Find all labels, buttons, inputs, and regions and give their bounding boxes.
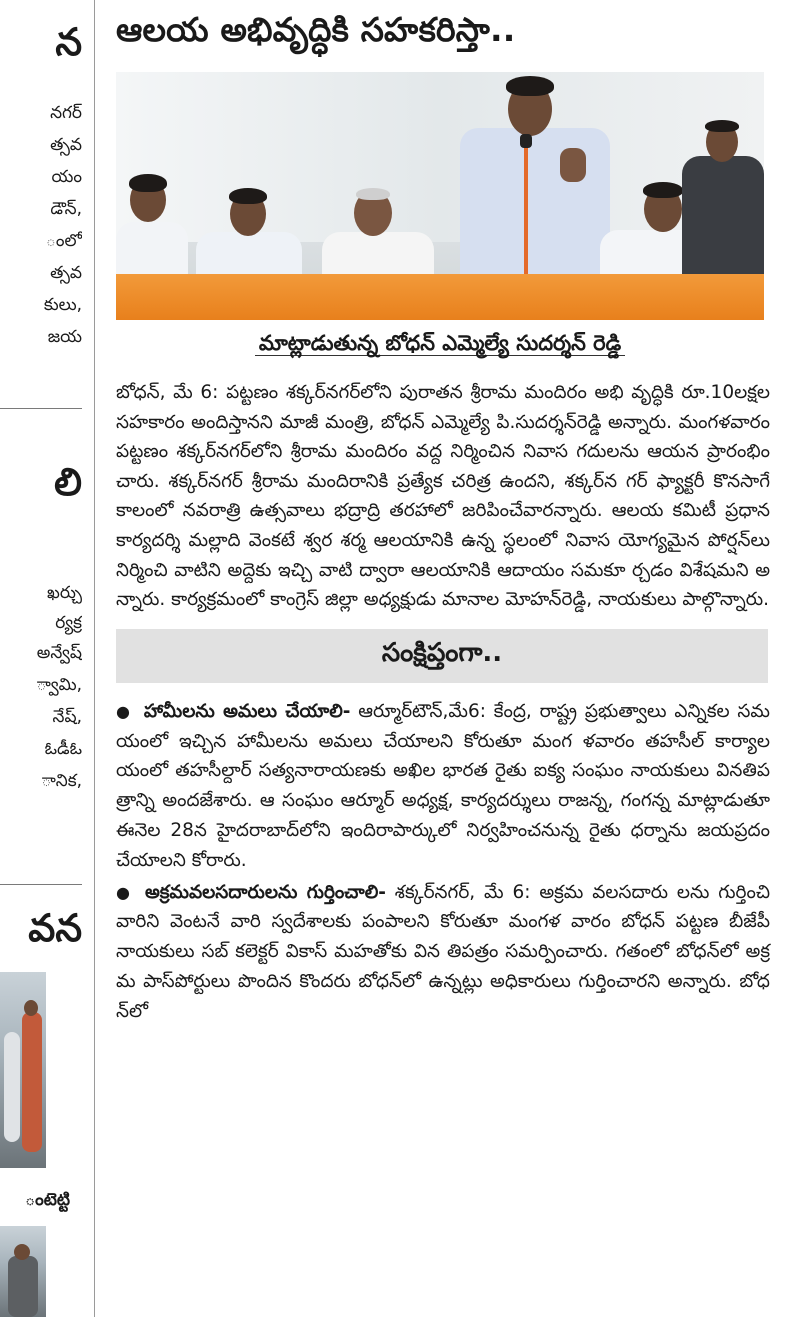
brief-text: శక్కర్‌నగర్, మే 6: అక్రమ వలసదారు లను గుర్తించి వారిని వెంటనే వారి స్వదేశాలకు పంపాలని కోరుతూ మంగళ వారం బోధన్ పట్టణ బీజేపీ నాయకులు సబ్ కలెక్టర్ వికాస్ మహతోకు విన తిపత్రం సమర్పించారు. గతంలో బోధన్‌లో అక్రమ పాస్‌పోర్టులు పొందిన కొందరు బోధన్‌లో ఉన్నట్లు అధికారులు గుర్తించారని అన్నారు. బోధన్‌లో	[116, 881, 770, 1022]
left-line: ్వామి,	[36, 675, 82, 695]
left-photo-2	[0, 1226, 46, 1317]
column-divider	[94, 0, 95, 1317]
left-line: ానిక,	[41, 771, 82, 791]
left-heading-bottom: వన	[28, 906, 82, 950]
left-line: ర్యక్ర	[55, 613, 82, 633]
left-line: జయ	[47, 327, 82, 347]
brief-text: ఆర్మూర్‌టౌన్,మే6: కేంద్ర, రాష్ట్ర ప్రభుత్వాలు ఎన్నికల సమయంలో ఇచ్చిన హామీలను అమలు చేయాలని కోరుతూ మంగ ళవారం తహసీల్ కార్యాలయంలో తహసీల్దార్ సత్యనారాయణకు అఖిల భారత రైతు ఐక్య సంఘం నాయకులు వినతిపత్రాన్ని అందజేశారు. ఆ సంఘం ఆర్మూర్ అధ్యక్ష, కార్యదర్శులు రాజన్న, గంగన్న మాట్లాడుతూ ఈనెల 28న హైదరాబాద్‌లోని ఇందిరాపార్కులో నిర్వహించనున్న రైతు ధర్నాను జయప్రదం చేయాలని కోరారు.	[116, 700, 770, 871]
article-body: బోధన్, మే 6: పట్టణం శక్కర్‌నగర్‌లోని పురాతన శ్రీరామ మందిరం అభి వృద్ధికి రూ.10లక్షల సహకారం అందిస్తానని మాజీ మంత్రి, బోధన్ ఎమ్మెల్యే పి.సుదర్శన్‌రెడ్డి అన్నారు. మంగళవారం పట్టణం శక్కర్‌నగర్‌లోని శ్రీరామ మందిరం వద్ద నిర్మించిన నివాస గదులను ఆయన ప్రారంభిం చారు. శక్కర్‌నగర్ శ్రీరామ మందిరానికి ప్రత్యేక చరిత్ర ఉందని, శక్కర్‌న గర్ ఫ్యాక్టరీ కొనసాగే కాలంలో నవరాత్రి ఉత్సవాలు భద్రాద్రి తరహాలో జరిపించేవారన్నారు. ఆలయ కమిటీ ప్రధాన కార్యదర్శి మల్లాది వెంకటే శ్వర శర్మ ఆలయానికి ఉన్న స్థలంలో నివాస యోగ్యమైన పోర్షన్‌లు నిర్మించి వాటిని అద్దెకు ఇచ్చి వాటి ద్వారా ఆలయానికి ఆదాయం సమకూ ర్చడం విశేషమని అన్నారు. కార్యక్రమంలో కాంగ్రెస్ జిల్లా అధ్యక్షుడు మానాల మోహన్‌రెడ్డి, నాయకులు పాల్గొన్నారు.	[116, 382, 770, 611]
left-line: త్సవ	[50, 135, 82, 155]
left-line: ంలో	[46, 231, 82, 251]
brief-item	[116, 878, 770, 1027]
left-heading-top: న	[55, 20, 82, 64]
brief-item	[116, 697, 770, 876]
article-photo	[116, 72, 764, 320]
left-line: నేష్,	[52, 707, 82, 727]
photo-table	[116, 274, 764, 320]
photo-caption-text: మాట్లాడుతున్న బోధన్ ఎమ్మెల్యే సుదర్శన్ రెడ్డి	[255, 331, 625, 356]
left-line: ఓడీఓ	[44, 739, 82, 759]
left-photo	[0, 972, 46, 1168]
main-column	[116, 0, 772, 1027]
left-line: యం	[51, 167, 82, 187]
left-column	[0, 0, 82, 1317]
bullet-icon: ●	[116, 882, 133, 902]
left-line: డౌన్,	[50, 199, 82, 219]
left-line: త్సవ	[50, 263, 82, 283]
brief-title: హామీలను అమలు చేయాలి-	[143, 700, 351, 722]
left-heading-mid: లి	[54, 460, 82, 504]
brief-title: అక్రమవలసదారులను గుర్తించాలి-	[144, 881, 386, 903]
briefs-heading: సంక్షిప్తంగా..	[116, 629, 768, 683]
left-line: అన్వేష్	[36, 643, 82, 663]
left-line: ఖర్చు	[47, 583, 82, 603]
left-line: కులు,	[43, 295, 82, 315]
bullet-icon: ●	[116, 701, 132, 721]
left-divider	[0, 408, 82, 409]
photo-caption	[116, 328, 764, 358]
article-headline: ఆలయ అభివృద్ధికి సహకరిస్తా..	[116, 10, 516, 49]
left-photo-caption: ంటెట్టి	[25, 1190, 70, 1210]
left-line: నగర్	[50, 103, 82, 123]
left-divider	[0, 884, 82, 885]
